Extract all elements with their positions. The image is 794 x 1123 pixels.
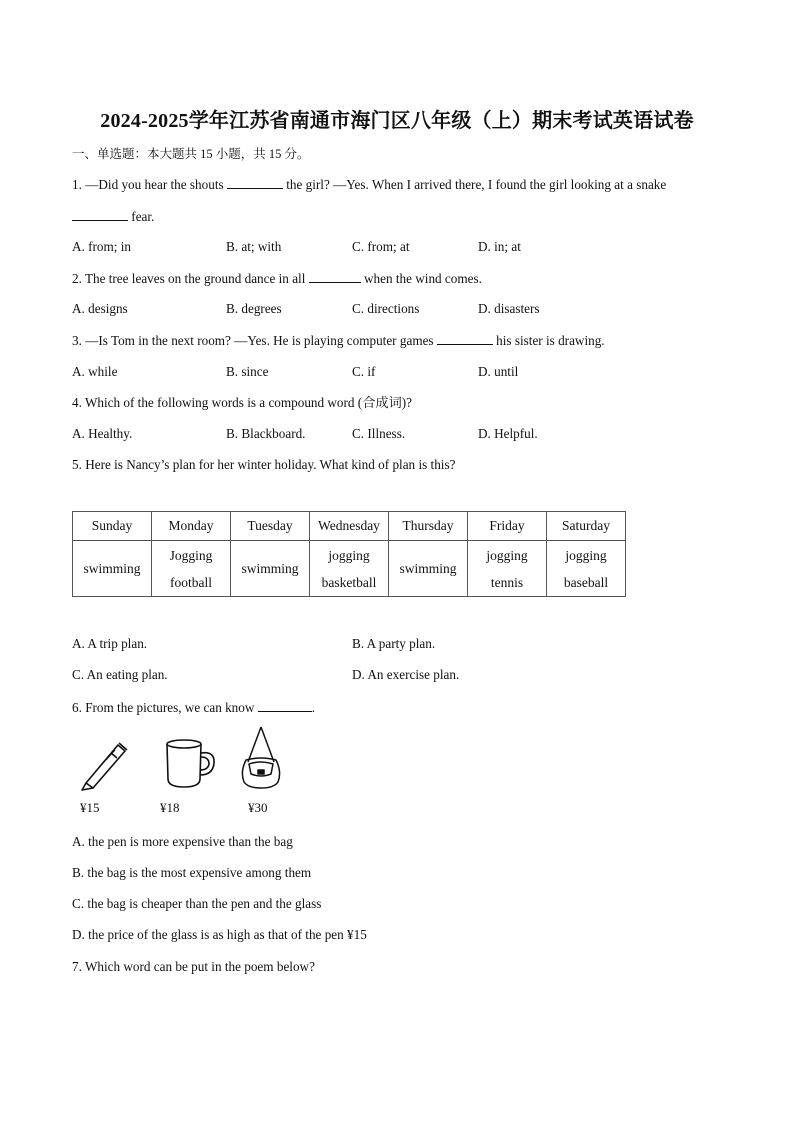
question-5: 5. Here is Nancy’s plan for her winter holiday. What kind of plan is this? xyxy=(72,457,456,472)
q3-text-part2: his sister is drawing. xyxy=(496,333,605,348)
table-cell xyxy=(310,541,389,597)
answer-blank xyxy=(72,207,128,221)
table-header-cell: Friday xyxy=(468,512,547,541)
page-title: 2024-2025学年江苏省南通市海门区八年级（上）期末考试英语试卷 xyxy=(100,110,694,132)
cup-icon xyxy=(160,735,220,791)
price-cup: ¥18 xyxy=(160,800,180,815)
holiday-plan-table xyxy=(72,511,626,597)
question-2 xyxy=(72,269,482,288)
table-cell xyxy=(389,541,468,597)
q6-option-a: A. the pen is more expensive than the bag xyxy=(72,834,293,849)
activity: jogging xyxy=(486,547,528,563)
table-header-cell: Tuesday xyxy=(231,512,310,541)
table-cell xyxy=(468,541,547,597)
bag-icon xyxy=(236,724,286,792)
price-bag: ¥30 xyxy=(248,800,268,815)
table-row xyxy=(73,541,626,597)
q6-end: . xyxy=(311,700,315,715)
q6-text: 6. From the pictures, we can know xyxy=(72,700,255,715)
table-header-cell: Saturday xyxy=(547,512,626,541)
table-header-cell: Wednesday xyxy=(310,512,389,541)
q5-option-d: D. An exercise plan. xyxy=(352,667,460,682)
q3-option-a: A. while xyxy=(72,364,118,379)
q5-option-a: A. A trip plan. xyxy=(72,636,148,651)
activity: basketball xyxy=(321,574,377,590)
q2-option-d: D. disasters xyxy=(478,301,540,316)
q1-text-part1: 1. —Did you hear the shouts xyxy=(72,177,224,192)
question-1 xyxy=(72,175,666,194)
activity: Jogging xyxy=(169,547,213,563)
q3-text-part1: 3. —Is Tom in the next room? —Yes. He is playing computer games xyxy=(72,333,434,348)
answer-blank xyxy=(437,331,493,345)
q3-option-c: C. if xyxy=(352,364,376,379)
activity: swimming xyxy=(241,561,299,576)
q6-option-d: D. the price of the glass is as high as that of the pen ¥15 xyxy=(72,927,367,942)
activity: swimming xyxy=(83,561,141,576)
table-cell xyxy=(231,541,310,597)
q4-option-b: B. Blackboard. xyxy=(226,426,306,441)
table-header-row xyxy=(73,512,626,541)
price-pen: ¥15 xyxy=(80,800,100,815)
q2-text-part2: when the wind comes. xyxy=(363,271,482,286)
q1-option-c: C. from; at xyxy=(352,239,410,254)
q2-text-part1: 2. The tree leaves on the ground dance in all xyxy=(72,271,306,286)
activity: swimming xyxy=(399,561,457,576)
answer-blank xyxy=(258,698,312,712)
q2-option-a: A. designs xyxy=(72,301,128,316)
q3-option-d: D. until xyxy=(478,364,519,379)
activity: jogging xyxy=(565,547,607,563)
pen-icon xyxy=(78,738,132,792)
table-header-cell: Thursday xyxy=(389,512,468,541)
table-header-cell: Monday xyxy=(152,512,231,541)
q1-option-d: D. in; at xyxy=(478,239,521,254)
question-6 xyxy=(72,698,315,717)
q3-option-b: B. since xyxy=(226,364,269,379)
q1-option-b: B. at; with xyxy=(226,239,282,254)
q4-option-a: A. Healthy. xyxy=(72,426,133,441)
q1-text-part2: the girl? —Yes. When I arrived there, I found the girl looking at a snake xyxy=(286,177,667,192)
q5-option-c: C. An eating plan. xyxy=(72,667,168,682)
question-1-cont xyxy=(72,207,154,226)
q1-option-a: A. from; in xyxy=(72,239,131,254)
table-cell xyxy=(547,541,626,597)
q4-option-d: D. Helpful. xyxy=(478,426,538,441)
question-7: 7. Which word can be put in the poem below? xyxy=(72,959,315,974)
activity: football xyxy=(170,574,212,590)
activity: jogging xyxy=(328,547,370,563)
q1-text-part3: fear. xyxy=(131,209,155,224)
activity: baseball xyxy=(563,574,609,590)
answer-blank xyxy=(309,269,361,283)
question-4: 4. Which of the following words is a compound word (合成词)? xyxy=(72,395,413,410)
question-3 xyxy=(72,331,605,350)
answer-blank xyxy=(227,175,283,189)
q6-option-c: C. the bag is cheaper than the pen and the glass xyxy=(72,896,322,911)
table-cell xyxy=(73,541,152,597)
q6-option-b: B. the bag is the most expensive among them xyxy=(72,865,312,880)
q2-option-b: B. degrees xyxy=(226,301,282,316)
q2-option-c: C. directions xyxy=(352,301,420,316)
table-cell xyxy=(152,541,231,597)
q5-option-b: B. A party plan. xyxy=(352,636,436,651)
table-header-cell: Sunday xyxy=(73,512,152,541)
section-heading: 一、单选题：本大题共 15 小题，共 15 分。 xyxy=(72,147,310,161)
activity: tennis xyxy=(490,574,524,590)
q4-option-c: C. Illness. xyxy=(352,426,406,441)
